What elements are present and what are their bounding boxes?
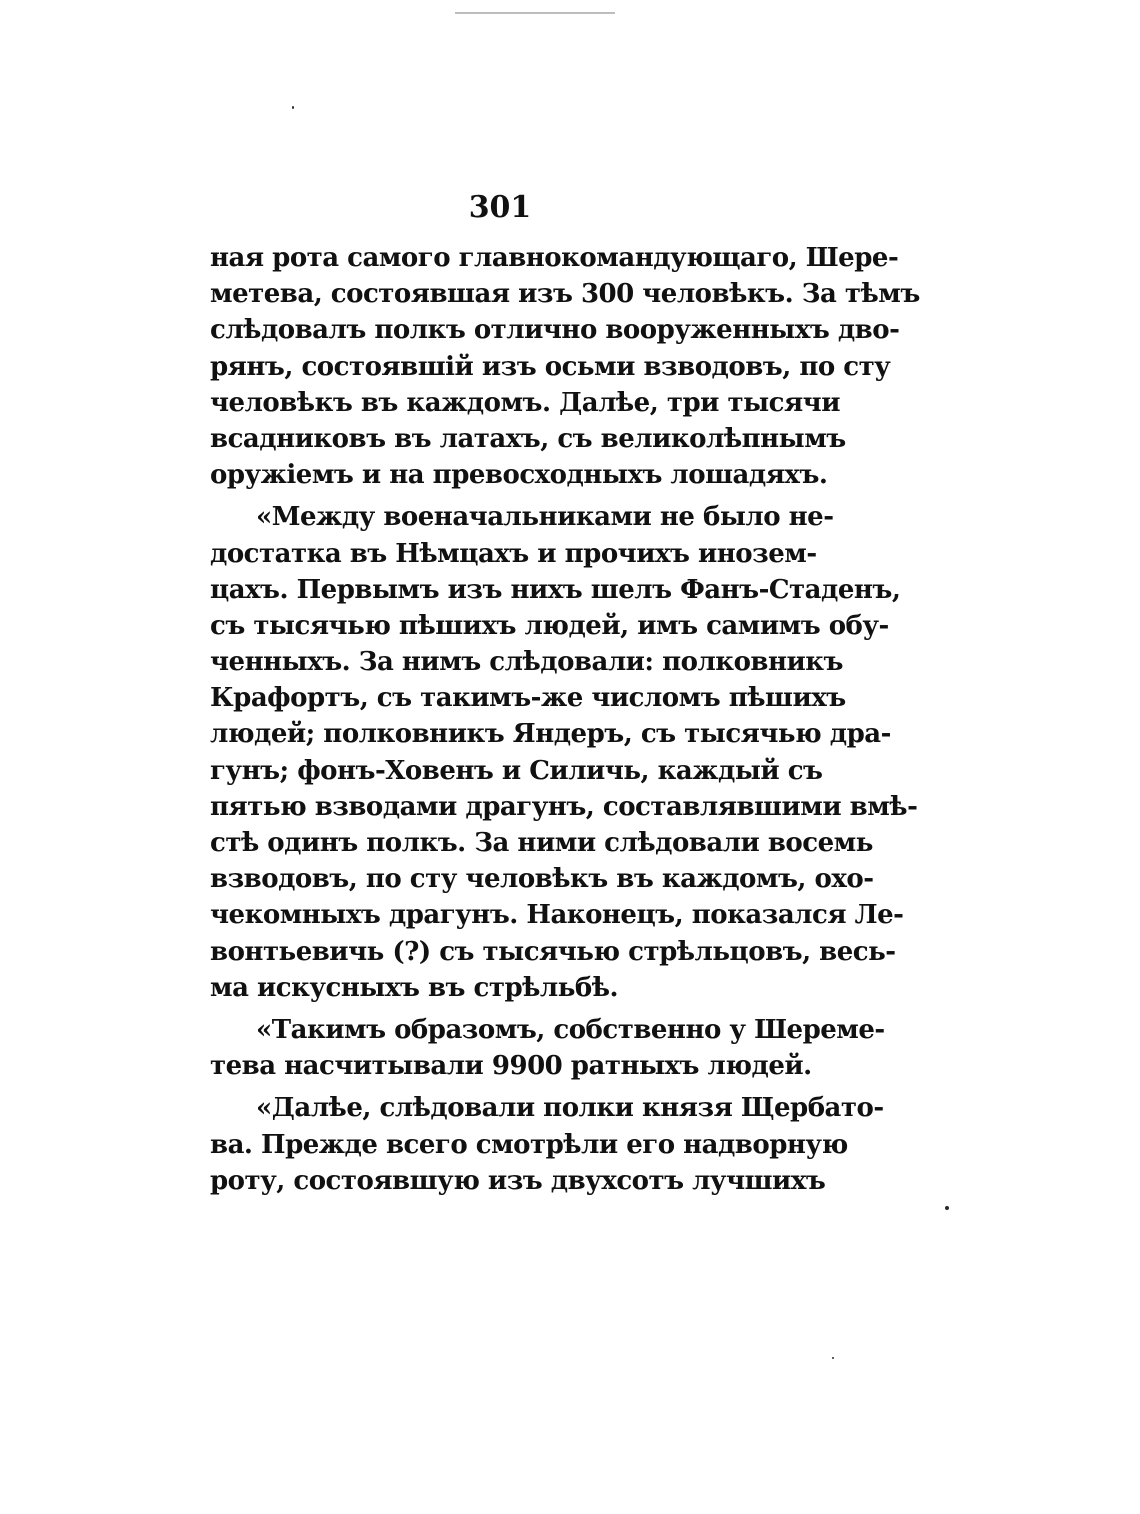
text-line: всадниковъ въ латахъ, съ великолѣпнымъ (210, 423, 846, 454)
text-line: оружіемъ и на превосходныхъ лошадяхъ. (210, 460, 828, 491)
text-line: метева, состоявшая изъ 300 человѣкъ. За тѣмъ (210, 279, 920, 310)
paragraph (210, 240, 920, 493)
page-number: 301 (468, 190, 532, 225)
text-line: съ тысячью пѣшихъ людей, имъ самимъ обу- (210, 610, 889, 641)
text-line: «Такимъ образомъ, собственно у Шереме- (256, 1014, 885, 1045)
text-line: гунъ; фонъ-Ховенъ и Силичь, каждый съ (210, 755, 823, 786)
top-scan-rule (455, 12, 615, 14)
text-line: ченныхъ. За нимъ слѣдовали: полковникъ (210, 647, 844, 678)
scan-speck (832, 1357, 834, 1359)
text-line: цахъ. Первымъ изъ нихъ шелъ Фанъ-Стаденъ, (210, 574, 901, 605)
text-line: роту, состоявшую изъ двухсотъ лучшихъ (210, 1165, 826, 1196)
text-line: ва. Прежде всего смотрѣли его надворную (210, 1129, 848, 1160)
text-line: человѣкъ въ каждомъ. Далѣе, три тысячи (210, 387, 840, 418)
text-line: пятью взводами драгунъ, составлявшими вмѣ- (210, 791, 918, 822)
text-line: стѣ одинъ полкъ. За ними слѣдовали восемь (210, 828, 873, 858)
text-line: «Между военачальниками не было не- (256, 502, 834, 533)
paragraph (210, 499, 918, 1006)
text-line: вонтьевичь (?) съ тысячью стрѣльцовъ, весь- (210, 936, 896, 967)
text-line: «Далѣе, слѣдовали полки князя Щербато- (256, 1093, 884, 1124)
text-line: ная рота самого главнокомандующаго, Шере- (210, 243, 899, 273)
text-line: людей; полковникъ Яндеръ, съ тысячью дра- (210, 719, 891, 750)
text-line: рянъ, состоявшій изъ осьми взводовъ, по сту (210, 351, 891, 382)
scan-speck (945, 1206, 949, 1210)
text-line: взводовъ, по сту человѣкъ въ каждомъ, охо- (210, 864, 874, 895)
text-line: слѣдовалъ полкъ отлично вооруженныхъ дво- (210, 315, 900, 346)
text-line: тева насчитывали 9900 ратныхъ людей. (210, 1051, 812, 1082)
text-line: Крафортъ, съ такимъ-же числомъ пѣшихъ (210, 683, 846, 714)
paragraph (210, 1090, 884, 1199)
text-line: ма искусныхъ въ стрѣльбѣ. (210, 972, 619, 1003)
paragraph (210, 1012, 885, 1084)
text-line: достатка въ Нѣмцахъ и прочихъ инозем- (210, 538, 817, 569)
body-text (210, 240, 920, 1199)
text-line: чекомныхъ драгунъ. Наконецъ, показался Ле- (210, 900, 904, 931)
scan-speck (292, 106, 294, 109)
